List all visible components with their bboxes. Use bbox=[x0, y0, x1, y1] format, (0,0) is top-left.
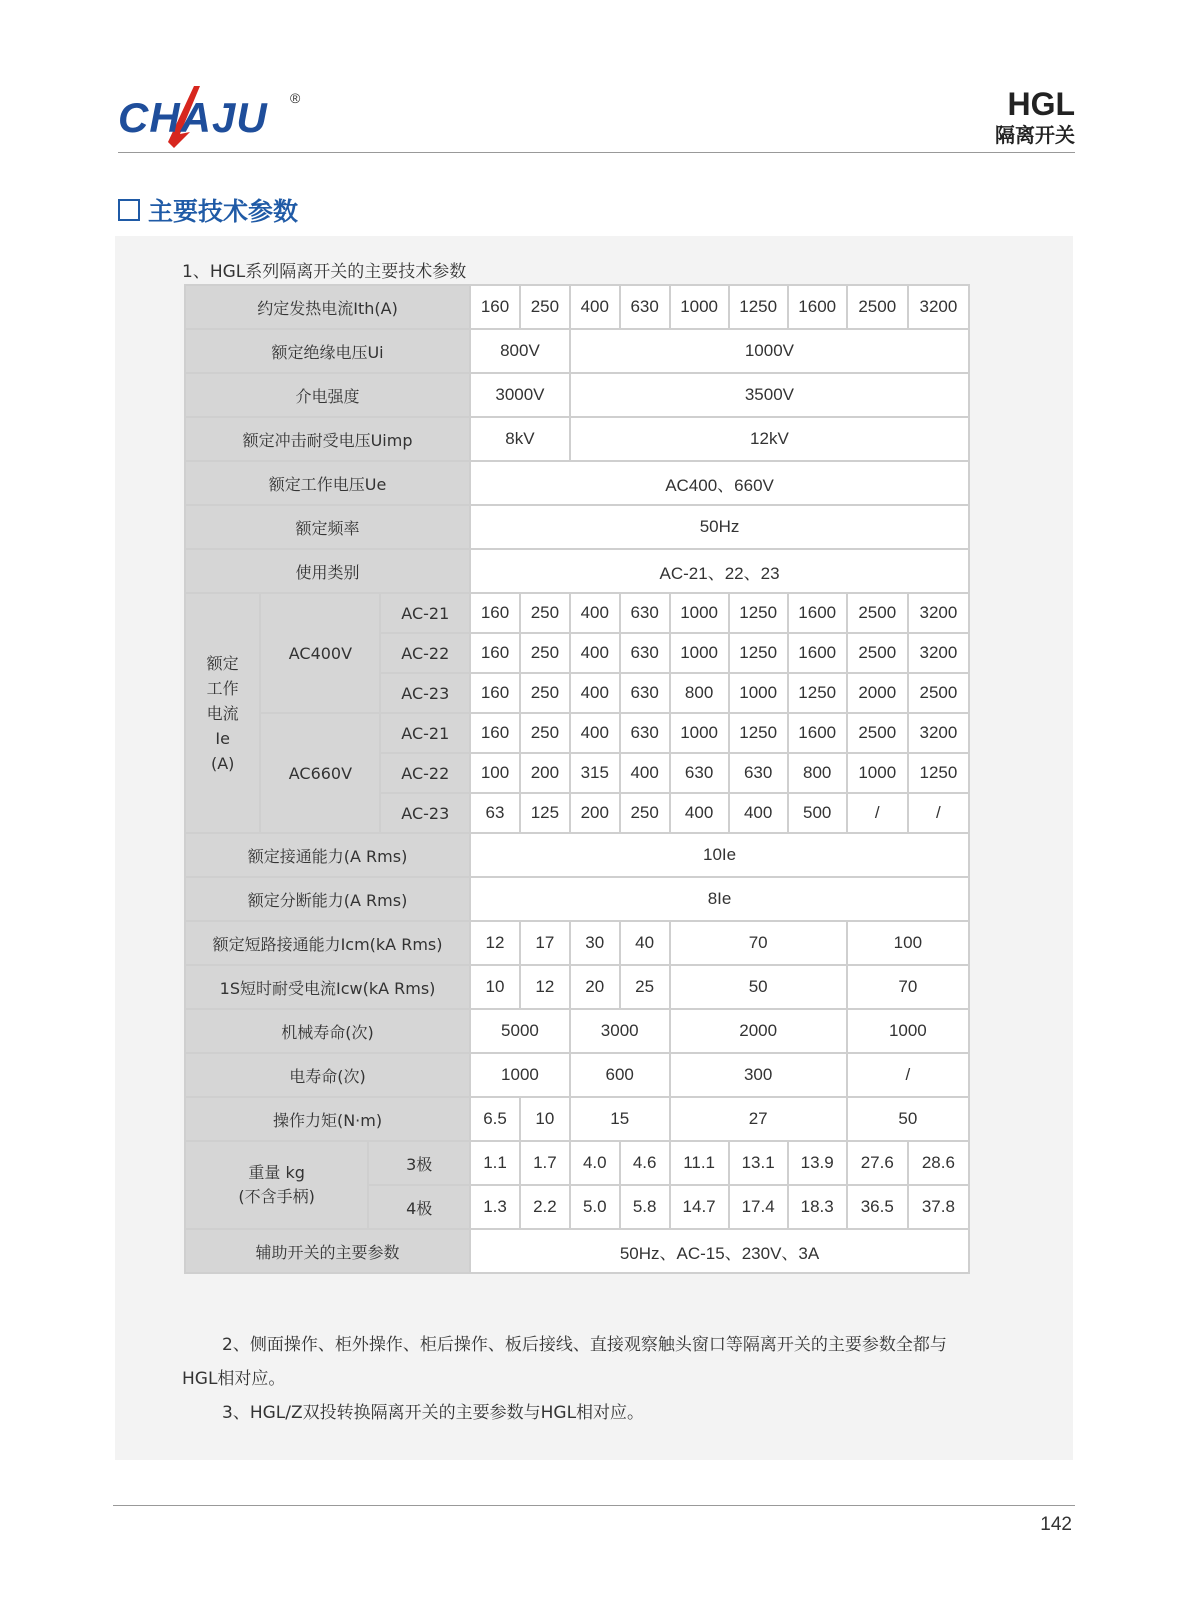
table-cell: 500 bbox=[788, 793, 847, 833]
category-label: AC-22 bbox=[380, 753, 470, 793]
table-cell: AC400、660V bbox=[470, 461, 969, 505]
table-cell: 400 bbox=[620, 753, 670, 793]
table-cell: 5000 bbox=[470, 1009, 570, 1053]
table-cell: 20 bbox=[570, 965, 620, 1009]
section-heading bbox=[118, 192, 298, 228]
row-label: 介电强度 bbox=[185, 373, 470, 417]
ie-label-line: 额定 bbox=[206, 653, 239, 673]
row-label: 机械寿命(次) bbox=[185, 1009, 470, 1053]
ie-label-line: (A) bbox=[210, 753, 235, 773]
table-cell: 250 bbox=[520, 593, 570, 633]
category-label: AC-23 bbox=[380, 793, 470, 833]
table-cell: 10Ie bbox=[470, 833, 969, 877]
table-cell: 70 bbox=[847, 965, 969, 1009]
voltage-group-label: AC660V bbox=[260, 713, 380, 833]
table-cell: 1250 bbox=[729, 593, 788, 633]
table-cell: 1250 bbox=[729, 713, 788, 753]
table-cell: 1000 bbox=[847, 1009, 969, 1053]
table-cell: 5.8 bbox=[620, 1185, 670, 1229]
table-row bbox=[185, 1053, 969, 1097]
table-cell: 10 bbox=[470, 965, 520, 1009]
table-cell: 10 bbox=[520, 1097, 570, 1141]
table-cell: 160 bbox=[470, 713, 520, 753]
table-row bbox=[185, 877, 969, 921]
notes bbox=[182, 1328, 972, 1430]
page-number: 142 bbox=[1040, 1514, 1072, 1535]
category-label: AC-21 bbox=[380, 713, 470, 753]
table-cell: 200 bbox=[570, 793, 620, 833]
table-cell: / bbox=[847, 793, 908, 833]
row-label: 1S短时耐受电流Icw(kA Rms) bbox=[185, 965, 470, 1009]
row-label: 额定工作电压Ue bbox=[185, 461, 470, 505]
table-cell: 630 bbox=[729, 753, 788, 793]
table-row bbox=[185, 1097, 969, 1141]
table-row bbox=[185, 965, 969, 1009]
row-label: 辅助开关的主要参数 bbox=[185, 1229, 470, 1273]
row-label: 操作力矩(N·m) bbox=[185, 1097, 470, 1141]
table-cell: 1000 bbox=[670, 285, 729, 329]
table-cell: 13.9 bbox=[788, 1141, 847, 1185]
table-row bbox=[185, 285, 969, 329]
table-cell: 125 bbox=[520, 793, 570, 833]
table-cell: 37.8 bbox=[908, 1185, 969, 1229]
ie-group-label bbox=[185, 593, 260, 833]
table-row bbox=[185, 417, 969, 461]
table-cell: 315 bbox=[570, 753, 620, 793]
table-cell: 250 bbox=[520, 673, 570, 713]
table-cell: 17.4 bbox=[729, 1185, 788, 1229]
table-cell: AC-21、22、23 bbox=[470, 549, 969, 593]
table-cell: 400 bbox=[729, 793, 788, 833]
table-cell: 1600 bbox=[788, 285, 847, 329]
table-cell: 50 bbox=[670, 965, 847, 1009]
table-cell: 12 bbox=[520, 965, 570, 1009]
logo-text: CHAJU bbox=[118, 94, 268, 141]
table-cell: 1000 bbox=[729, 673, 788, 713]
table-cell: 28.6 bbox=[908, 1141, 969, 1185]
table-cell: 17 bbox=[520, 921, 570, 965]
table-row bbox=[185, 549, 969, 593]
table-row bbox=[185, 593, 969, 633]
row-label: 约定发热电流Ith(A) bbox=[185, 285, 470, 329]
table-cell: 40 bbox=[620, 921, 670, 965]
table-cell: 160 bbox=[470, 633, 520, 673]
table-cell: 4.0 bbox=[570, 1141, 620, 1185]
table-cell: 1600 bbox=[788, 713, 847, 753]
table-cell: 2500 bbox=[908, 673, 969, 713]
table-cell: 1.3 bbox=[470, 1185, 520, 1229]
table-cell: / bbox=[847, 1053, 969, 1097]
table-cell: 8Ie bbox=[470, 877, 969, 921]
table-cell: 400 bbox=[570, 633, 620, 673]
table-cell: 800 bbox=[788, 753, 847, 793]
row-label: 额定绝缘电压Ui bbox=[185, 329, 470, 373]
table-cell: 3200 bbox=[908, 713, 969, 753]
table-cell: 250 bbox=[520, 285, 570, 329]
square-bullet-icon bbox=[118, 199, 140, 221]
note-item: 2、侧面操作、柜外操作、柜后操作、板后接线、直接观察触头窗口等隔离开关的主要参数全都与HGL相对应。 bbox=[182, 1335, 947, 1389]
table-cell: 3000V bbox=[470, 373, 570, 417]
table-cell: 2500 bbox=[847, 593, 908, 633]
table-cell: 400 bbox=[570, 285, 620, 329]
table-row bbox=[185, 461, 969, 505]
table-cell: 13.1 bbox=[729, 1141, 788, 1185]
table-cell: 2000 bbox=[847, 673, 908, 713]
table-cell: 200 bbox=[520, 753, 570, 793]
category-label: AC-23 bbox=[380, 673, 470, 713]
table-cell: 50 bbox=[847, 1097, 969, 1141]
table-cell: 1000V bbox=[570, 329, 969, 373]
table-cell: 1000 bbox=[670, 593, 729, 633]
ie-label-line: 电流 bbox=[206, 703, 239, 723]
weight-label-line: 重量 kg bbox=[248, 1163, 305, 1182]
table-cell: 630 bbox=[620, 673, 670, 713]
table-cell: 630 bbox=[620, 593, 670, 633]
category-label: AC-22 bbox=[380, 633, 470, 673]
table-cell: 12kV bbox=[570, 417, 969, 461]
table-cell: 160 bbox=[470, 285, 520, 329]
brand-logo bbox=[118, 86, 338, 152]
table-cell: 300 bbox=[670, 1053, 847, 1097]
table-cell: 630 bbox=[620, 633, 670, 673]
table-cell: 1000 bbox=[670, 633, 729, 673]
product-name: 隔离开关 bbox=[995, 123, 1075, 147]
table-cell: 12 bbox=[470, 921, 520, 965]
table-cell: 1600 bbox=[788, 633, 847, 673]
table-cell: 1000 bbox=[470, 1053, 570, 1097]
table-cell: 50Hz、AC-15、230V、3A bbox=[470, 1229, 969, 1273]
table-row bbox=[185, 713, 969, 753]
voltage-group-label: AC400V bbox=[260, 593, 380, 713]
product-code: HGL bbox=[1007, 86, 1075, 122]
table-cell: 800V bbox=[470, 329, 570, 373]
table-cell: 2.2 bbox=[520, 1185, 570, 1229]
table-cell: 50Hz bbox=[470, 505, 969, 549]
table-cell: 250 bbox=[520, 633, 570, 673]
table-cell: 100 bbox=[847, 921, 969, 965]
table-row bbox=[185, 1229, 969, 1273]
table-row bbox=[185, 373, 969, 417]
header-divider bbox=[118, 152, 1075, 153]
row-label: 额定分断能力(A Rms) bbox=[185, 877, 470, 921]
table-row bbox=[185, 1009, 969, 1053]
ie-label-line: 工作 bbox=[206, 678, 239, 698]
table-cell: 2500 bbox=[847, 285, 908, 329]
row-label: 使用类别 bbox=[185, 549, 470, 593]
table-cell: 2000 bbox=[670, 1009, 847, 1053]
table-cell: 30 bbox=[570, 921, 620, 965]
table-cell: 14.7 bbox=[670, 1185, 729, 1229]
table-cell: 400 bbox=[670, 793, 729, 833]
spec-table bbox=[184, 284, 970, 1274]
row-label: 电寿命(次) bbox=[185, 1053, 470, 1097]
table-cell: 1250 bbox=[729, 633, 788, 673]
table-row bbox=[185, 329, 969, 373]
table-cell: 400 bbox=[570, 593, 620, 633]
footer-divider bbox=[113, 1505, 1075, 1506]
table-cell: 630 bbox=[620, 285, 670, 329]
table-cell: 3200 bbox=[908, 285, 969, 329]
row-label: 额定短路接通能力Icm(kA Rms) bbox=[185, 921, 470, 965]
header-product bbox=[995, 86, 1075, 148]
table-cell: 3000 bbox=[570, 1009, 670, 1053]
table-cell: 1250 bbox=[729, 285, 788, 329]
row-label: 额定接通能力(A Rms) bbox=[185, 833, 470, 877]
pole-label: 4极 bbox=[368, 1185, 470, 1229]
table-cell: 100 bbox=[470, 753, 520, 793]
table-cell: 25 bbox=[620, 965, 670, 1009]
table-cell: 400 bbox=[570, 673, 620, 713]
table-cell: 6.5 bbox=[470, 1097, 520, 1141]
table-cell: 11.1 bbox=[670, 1141, 729, 1185]
table-cell: 27 bbox=[670, 1097, 847, 1141]
table-row bbox=[185, 921, 969, 965]
table-cell: 27.6 bbox=[847, 1141, 908, 1185]
table-cell: 4.6 bbox=[620, 1141, 670, 1185]
table-cell: 5.0 bbox=[570, 1185, 620, 1229]
section-title: 主要技术参数 bbox=[148, 197, 299, 226]
table-cell: 8kV bbox=[470, 417, 570, 461]
table-caption: 1、HGL系列隔离开关的主要技术参数 bbox=[182, 262, 467, 282]
table-cell: 15 bbox=[570, 1097, 670, 1141]
ie-label-line: Ie bbox=[215, 728, 230, 748]
table-cell: 1600 bbox=[788, 593, 847, 633]
table-row bbox=[185, 833, 969, 877]
table-cell: 160 bbox=[470, 673, 520, 713]
table-cell: 63 bbox=[470, 793, 520, 833]
weight-group-label bbox=[185, 1141, 368, 1229]
table-cell: 36.5 bbox=[847, 1185, 908, 1229]
table-cell: 630 bbox=[620, 713, 670, 753]
table-cell: 3500V bbox=[570, 373, 969, 417]
weight-label-line: (不含手柄) bbox=[238, 1187, 315, 1206]
row-label: 额定冲击耐受电压Uimp bbox=[185, 417, 470, 461]
table-cell: 1000 bbox=[847, 753, 908, 793]
category-label: AC-21 bbox=[380, 593, 470, 633]
table-cell: 1000 bbox=[670, 713, 729, 753]
row-label: 额定频率 bbox=[185, 505, 470, 549]
table-cell: 1.1 bbox=[470, 1141, 520, 1185]
table-cell: 600 bbox=[570, 1053, 670, 1097]
table-cell: 70 bbox=[670, 921, 847, 965]
table-cell: 2500 bbox=[847, 713, 908, 753]
table-cell: 3200 bbox=[908, 593, 969, 633]
table-cell: 160 bbox=[470, 593, 520, 633]
table-cell: 1250 bbox=[788, 673, 847, 713]
table-row bbox=[185, 1141, 969, 1185]
table-cell: 800 bbox=[670, 673, 729, 713]
table-cell: 2500 bbox=[847, 633, 908, 673]
table-cell: 3200 bbox=[908, 633, 969, 673]
registered-mark: ® bbox=[290, 90, 301, 106]
table-cell: 250 bbox=[620, 793, 670, 833]
pole-label: 3极 bbox=[368, 1141, 470, 1185]
table-cell: / bbox=[908, 793, 969, 833]
table-cell: 1.7 bbox=[520, 1141, 570, 1185]
table-cell: 250 bbox=[520, 713, 570, 753]
table-cell: 400 bbox=[570, 713, 620, 753]
table-cell: 1250 bbox=[908, 753, 969, 793]
table-cell: 630 bbox=[670, 753, 729, 793]
table-row bbox=[185, 505, 969, 549]
table-cell: 18.3 bbox=[788, 1185, 847, 1229]
note-item: 3、HGL/Z双投转换隔离开关的主要参数与HGL相对应。 bbox=[222, 1403, 645, 1423]
